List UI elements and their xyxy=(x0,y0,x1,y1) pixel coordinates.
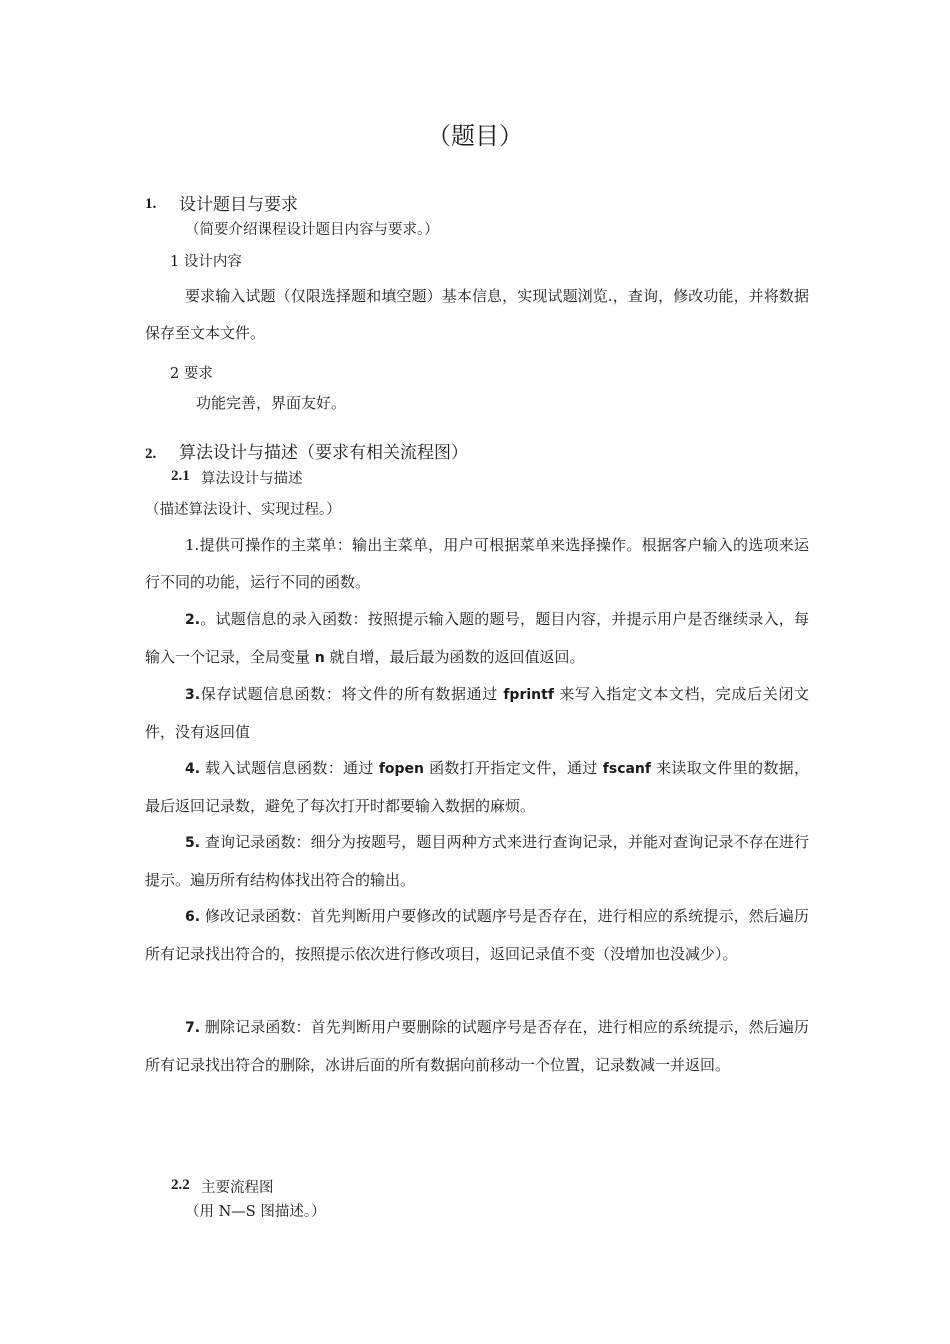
requirements-text: 功能完善，界面友好。 xyxy=(196,394,347,412)
item-4 xyxy=(145,750,809,825)
item-4-func-fopen: fopen xyxy=(378,761,425,777)
item-3-func: fprintf xyxy=(503,687,554,703)
subsection-2-1-intro: （描述算法设计、实现过程。） xyxy=(145,502,341,518)
subsection-2-1-title: 算法设计与描述 xyxy=(201,471,303,487)
section-1-heading: 设计题目与要求 xyxy=(179,195,298,215)
item-3-number: 3. xyxy=(185,687,201,703)
design-content-text xyxy=(145,278,809,352)
item-5-text: 查询记录函数：细分为按题号，题目两种方式来进行查询记录，并能对查询记录不存在进行提示。遍历所有结构体找出符合的输出。 xyxy=(145,833,809,889)
item-7-number: 7. xyxy=(185,1020,201,1036)
subsection-2-2-title: 主要流程图 xyxy=(201,1180,274,1196)
item-6-text: 修改记录函数：首先判断用户要修改的试题序号是否存在，进行相应的系统提示，然后遍历所有记录找出符合的，按照提示依次进行修改项目，返回记录值不变（没增加也没减少）。 xyxy=(145,907,809,963)
item-1-number: 1. xyxy=(185,536,200,554)
item-4-text: 载入试题信息函数：通过 xyxy=(200,759,379,777)
item-4-text-end: 来读取文件里的数据，最后返回记录数，避免了每次打开时都要输入数据的麻烦。 xyxy=(145,759,809,815)
item-3-text-end: 来写入指定文本文档，完成后关闭文件，没有返回值 xyxy=(145,685,809,741)
item-6-number: 6. xyxy=(185,909,201,925)
section-2-heading: 算法设计与描述（要求有相关流程图） xyxy=(179,443,468,463)
section-2-number: 2. xyxy=(145,446,157,462)
item-2-text-end: 就自增，最后最为函数的返回值返回。 xyxy=(324,648,585,666)
item-7 xyxy=(145,1009,809,1084)
subsection-2-2-intro: （用 N—S 图描述。） xyxy=(185,1204,326,1220)
item-2-var: n xyxy=(314,650,325,666)
item-5 xyxy=(145,824,809,899)
item-2 xyxy=(145,601,809,677)
item-3-text: 保存试题信息函数：将文件的所有数据通过 xyxy=(200,685,504,703)
section-1-number: 1. xyxy=(145,196,157,212)
document-title: （题目） xyxy=(427,122,523,150)
section-1-intro: （简要介绍课程设计题目内容与要求。） xyxy=(185,222,439,238)
subsection-2-1-number: 2.1 xyxy=(171,468,190,484)
item-1-text: 提供可操作的主菜单：输出主菜单，用户可根据菜单来选择操作。根据客户输入的选项来运行不同的功能，运行不同的函数。 xyxy=(145,536,809,591)
design-content-label: 1 设计内容 xyxy=(170,254,242,270)
design-content-body: 要求输入试题（仅限选择题和填空题）基本信息，实现试题浏览.，查询，修改功能，并将数据保存至文本文件。 xyxy=(145,287,809,342)
item-2-text: 。试题信息的录入函数：按照提示输入题的题号，题目内容，并提示用户是否继续录入，每输入一个记录，全局变量 xyxy=(145,610,809,666)
requirements-label: 2 要求 xyxy=(170,366,213,382)
item-6 xyxy=(145,898,809,973)
item-3 xyxy=(145,676,809,751)
item-4-func-fscanf: fscanf xyxy=(602,761,651,777)
item-4-text-mid: 函数打开指定文件，通过 xyxy=(424,759,603,777)
item-7-text: 删除记录函数：首先判断用户要删除的试题序号是否存在，进行相应的系统提示，然后遍历所有记录找出符合的删除，冰讲后面的所有数据向前移动一个位置，记录数减一并返回。 xyxy=(145,1018,809,1074)
item-5-number: 5. xyxy=(185,835,201,851)
subsection-2-2-number: 2.2 xyxy=(171,1177,190,1193)
item-2-number: 2. xyxy=(185,612,201,628)
item-4-number: 4. xyxy=(185,761,201,777)
item-1 xyxy=(145,527,809,601)
